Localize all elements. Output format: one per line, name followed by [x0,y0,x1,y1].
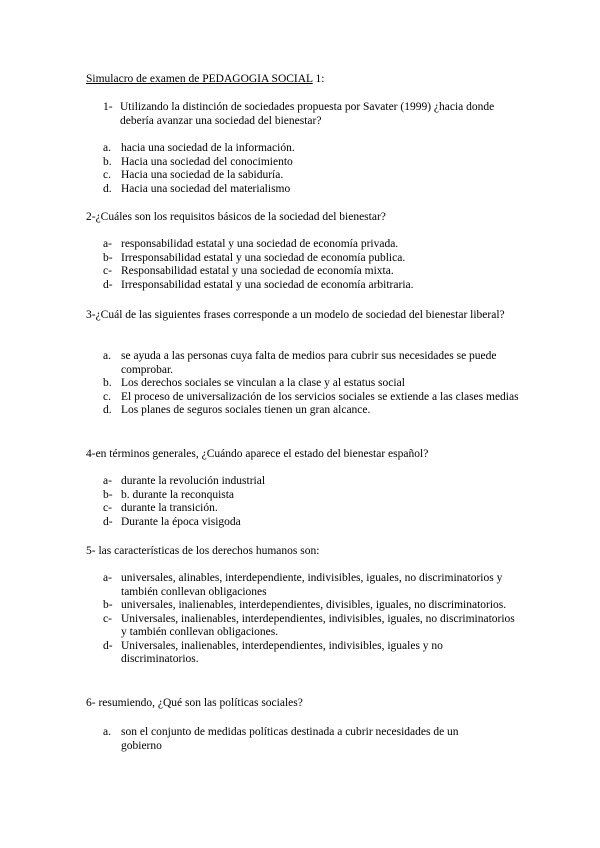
option-text: Universales, inalienables, interdependientes, indivisibles, iguales y no discriminatorios. [121,639,443,665]
option-marker: a. [103,726,111,738]
option-marker: c. [103,390,111,403]
option-text: Hacia una sociedad del conocimiento [121,155,293,168]
option-d [103,640,518,667]
option-marker: c- [103,265,112,277]
option-marker: b. [103,377,112,389]
option-text: Responsabilidad estatal y una sociedad de economía mixta. [121,265,394,277]
option-marker: a. [103,350,111,362]
question-1-options [103,142,523,196]
option-text: son el conjunto de medidas políticas destinada a cubrir necesidades de un gobierno [121,726,459,752]
option-a [103,572,518,599]
option-b [103,252,523,266]
option-a [103,350,523,377]
question-number: 1- [103,101,113,113]
option-marker: a- [103,238,112,250]
option-text: Hacia una sociedad del materialismo [121,182,291,195]
exam-title-suffix: 1: [312,73,325,85]
option-b [103,599,518,613]
option-marker: c- [103,612,112,625]
option-a [103,238,523,252]
option-d [103,279,523,293]
question-2-options [103,238,523,292]
option-a [103,475,523,489]
option-marker: a- [103,572,112,584]
option-c [103,502,523,516]
question-5-text: 5- las características de los derechos humanos son: [86,545,320,557]
option-a [103,726,493,753]
option-d [103,516,523,530]
option-marker: b- [103,488,113,501]
question-4-text: 4-en términos generales, ¿Cuándo aparece el estado del bienestar español? [86,448,429,460]
option-text: b. durante la reconquista [121,488,235,501]
option-text: Hacia una sociedad de la sabiduría. [121,169,284,181]
exam-title [86,73,325,87]
option-text: Durante la época visigoda [121,515,241,528]
option-d [103,404,523,418]
question-6-options [103,726,493,753]
option-marker: d. [103,182,112,195]
question-5-options [103,572,518,667]
question-4-options [103,475,523,529]
option-text: universales, alinables, interdependiente, indivisibles, iguales, no discriminatorios y también conllevan obligaciones [121,572,503,598]
option-a [103,142,523,156]
option-text: hacia una sociedad de la información. [121,142,295,154]
option-text: Los derechos sociales se vinculan a la clase y al estatus social [121,377,405,389]
option-marker: d- [103,639,113,652]
option-text: universales, inalienables, interdependientes, divisibles, iguales, no discriminatorios. [121,599,507,611]
option-text: Irresponsabilidad estatal y una sociedad de economía publica. [121,251,406,264]
option-c [103,613,518,640]
option-marker: d- [103,278,113,291]
option-text: durante la transición. [121,502,218,514]
option-c [103,169,523,183]
option-b [103,377,523,391]
question-text: Utilizando la distinción de sociedades propuesta por Savater (1999) ¿hacia donde debería avanzar una sociedad del bienestar? [120,101,495,127]
option-text: se ayuda a las personas cuya falta de medios para cubrir sus necesidades se puede comprobar. [121,350,497,376]
option-b [103,156,523,170]
option-text: durante la revolución industrial [121,475,266,487]
option-marker: a. [103,142,111,154]
option-text: Universales, inalienables, interdependientes, indivisibles, iguales, no discriminatorios y también conllevan obligaciones. [121,612,515,638]
option-marker: d. [103,404,112,416]
option-text: Los planes de seguros sociales tienen un gran alcance. [121,404,371,416]
option-marker: d- [103,515,113,528]
option-d [103,183,523,197]
exam-title-underlined: Simulacro de examen de PEDAGOGIA SOCIAL [86,73,313,85]
option-marker: b- [103,599,113,611]
option-c [103,265,523,279]
option-text: Irresponsabilidad estatal y una sociedad de economía arbitraria. [121,278,414,291]
option-marker: c. [103,169,111,181]
question-3-text: 3-¿Cuál de las siguientes frases corresponde a un modelo de sociedad del bienestar liberal? [86,309,505,321]
question-1 [103,101,513,128]
option-c [103,391,523,405]
option-marker: c- [103,502,112,514]
option-marker: a- [103,475,112,487]
option-text: responsabilidad estatal y una sociedad de economía privada. [121,238,399,250]
option-b [103,489,523,503]
option-text: El proceso de universalización de los servicios sociales se extiende a las clases medias [121,390,519,403]
option-marker: b. [103,155,112,168]
question-2-text: 2-¿Cuáles son los requisitos básicos de la sociedad del bienestar? [86,211,386,223]
option-marker: b- [103,251,113,264]
question-6-text: 6- resumiendo, ¿Qué son las políticas sociales? [86,697,303,709]
question-3-options [103,350,523,418]
